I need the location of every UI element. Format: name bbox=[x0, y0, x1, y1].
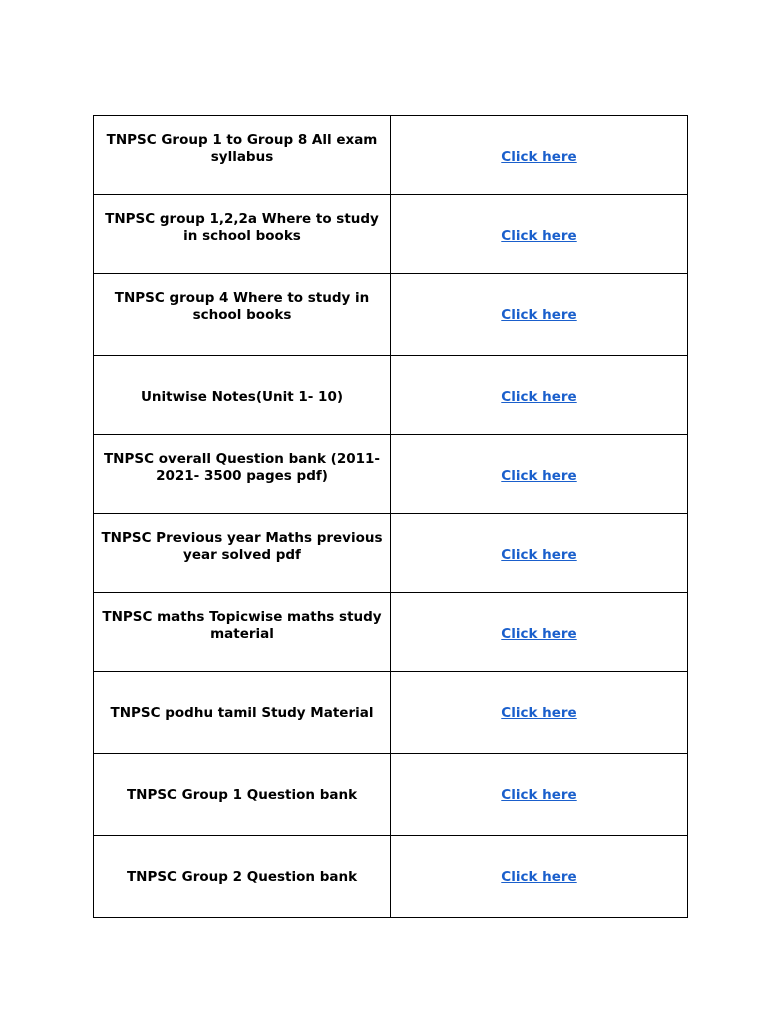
table-row bbox=[94, 435, 688, 514]
resource-label-cell bbox=[94, 836, 391, 918]
resource-label: TNPSC Previous year Maths previous year solved pdf bbox=[101, 530, 383, 563]
resource-label: TNPSC Group 1 Question bank bbox=[126, 787, 358, 803]
resource-link-cell bbox=[391, 116, 688, 195]
click-here-link[interactable]: Click here bbox=[501, 468, 577, 484]
resource-label: TNPSC Group 1 to Group 8 All exam syllabus bbox=[106, 132, 378, 165]
resource-link-cell bbox=[391, 836, 688, 918]
resource-link-cell bbox=[391, 356, 688, 435]
resource-link-cell bbox=[391, 593, 688, 672]
resource-label: TNPSC overall Question bank (2011-2021- 3500 pages pdf) bbox=[103, 451, 381, 484]
resource-label-cell bbox=[94, 195, 391, 274]
resource-label-cell bbox=[94, 435, 391, 514]
table-row bbox=[94, 672, 688, 754]
resource-label: TNPSC group 1,2,2a Where to study in school books bbox=[105, 211, 379, 244]
resource-link-cell bbox=[391, 195, 688, 274]
click-here-link[interactable]: Click here bbox=[501, 149, 577, 165]
resource-label-cell bbox=[94, 754, 391, 836]
click-here-link[interactable]: Click here bbox=[501, 787, 577, 803]
resource-label-cell bbox=[94, 274, 391, 356]
resource-label: TNPSC podhu tamil Study Material bbox=[110, 705, 374, 721]
resource-link-cell bbox=[391, 754, 688, 836]
resource-link-cell bbox=[391, 514, 688, 593]
click-here-link[interactable]: Click here bbox=[501, 705, 577, 721]
click-here-link[interactable]: Click here bbox=[501, 869, 577, 885]
resource-label-cell bbox=[94, 672, 391, 754]
table-row bbox=[94, 116, 688, 195]
resource-label: TNPSC group 4 Where to study in school books bbox=[114, 290, 370, 323]
resource-label: TNPSC Group 2 Question bank bbox=[126, 869, 358, 885]
resource-label: Unitwise Notes(Unit 1- 10) bbox=[140, 389, 344, 405]
resource-label-cell bbox=[94, 593, 391, 672]
resource-link-cell bbox=[391, 435, 688, 514]
resource-label-cell bbox=[94, 356, 391, 435]
table-row bbox=[94, 836, 688, 918]
click-here-link[interactable]: Click here bbox=[501, 626, 577, 642]
table-row bbox=[94, 356, 688, 435]
table-row bbox=[94, 274, 688, 356]
table-row bbox=[94, 754, 688, 836]
table-row bbox=[94, 514, 688, 593]
click-here-link[interactable]: Click here bbox=[501, 228, 577, 244]
resource-table bbox=[93, 115, 688, 918]
resource-label: TNPSC maths Topicwise maths study material bbox=[102, 609, 382, 642]
resource-link-cell bbox=[391, 274, 688, 356]
resource-label-cell bbox=[94, 514, 391, 593]
resource-label-cell bbox=[94, 116, 391, 195]
click-here-link[interactable]: Click here bbox=[501, 389, 577, 405]
click-here-link[interactable]: Click here bbox=[501, 307, 577, 323]
resource-link-cell bbox=[391, 672, 688, 754]
click-here-link[interactable]: Click here bbox=[501, 547, 577, 563]
table-row bbox=[94, 195, 688, 274]
table-row bbox=[94, 593, 688, 672]
